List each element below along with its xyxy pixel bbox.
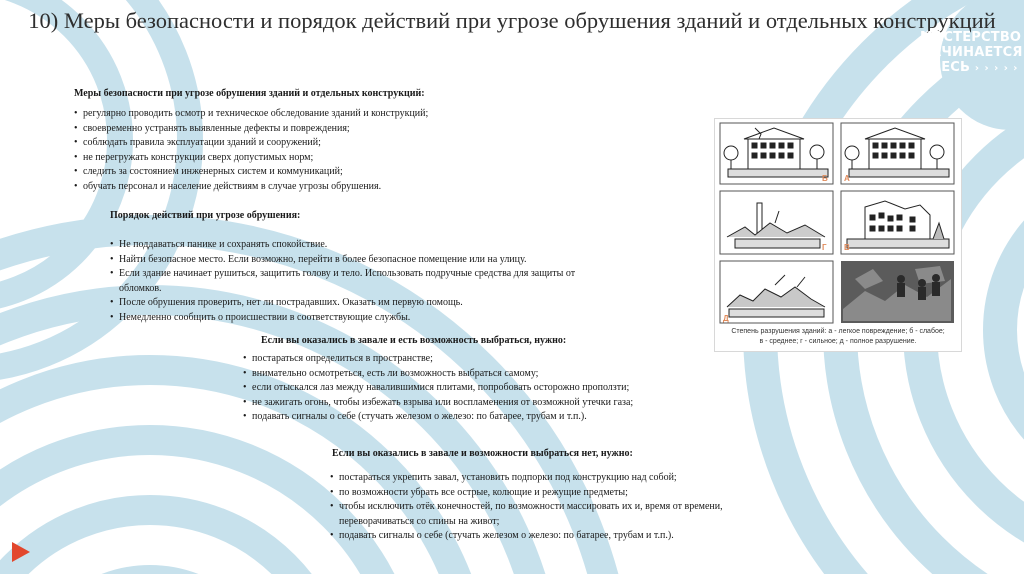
list-item: • следить за состоянием инженерных систем и коммуникаций; xyxy=(74,165,634,180)
list-item: • Найти безопасное место. Если возможно, перейти в более безопасное помещение или на улицу. xyxy=(110,253,630,268)
brand-arrows-icon: › › › › › xyxy=(974,63,1019,74)
list-item: • соблюдать правила эксплуатации зданий и сооружений; xyxy=(74,136,634,151)
cannot-escape-heading: Если вы оказались в завале и возможности выбраться нет, нужно: xyxy=(332,448,633,459)
list-item: • своевременно устранять выявленные дефекты и повреждения; xyxy=(74,122,634,137)
procedure-heading: Порядок действий при угрозе обрушения: xyxy=(110,210,301,221)
list-item: • Если здание начинает рушиться, защитить голову и тело. Использовать подручные средства для защиты от обломков. xyxy=(110,267,614,296)
brand-line-3 xyxy=(920,60,1024,76)
panel-label-a: А xyxy=(844,174,850,183)
list-item: • не перегружать конструкции сверх допустимых норм; xyxy=(74,151,634,166)
decorative-ring xyxy=(0,510,340,574)
brand-logo xyxy=(920,30,1024,76)
measures-section xyxy=(74,87,634,195)
cannot-escape-section xyxy=(330,447,810,544)
panel-label-d: Д xyxy=(723,314,729,323)
list-item: • Немедленно сообщить о происшествии в соответствующие службы. xyxy=(110,311,630,326)
procedure-list xyxy=(110,238,630,326)
panel-label-g: Г xyxy=(822,243,827,252)
building-damage-illustration xyxy=(715,119,961,325)
list-item: • постараться определиться в пространстве; xyxy=(243,352,713,367)
panel-label-v: В xyxy=(844,243,850,252)
destruction-degrees-figure xyxy=(714,118,962,352)
brand-line-1: МАСТЕРСТВО xyxy=(920,30,1022,45)
list-item: • внимательно осмотреться, есть ли возможность выбраться самому; xyxy=(243,367,713,382)
panel-label-b: Б xyxy=(822,174,828,183)
list-item: • не зажигать огонь, чтобы избежать взрыва или воспламенения от возможной утечки газа; xyxy=(243,396,713,411)
decorative-ring xyxy=(1000,180,1024,480)
list-item: • по возможности убрать все острые, колющие и режущие предметы; xyxy=(330,486,810,501)
figure-caption xyxy=(715,327,961,347)
can-escape-section xyxy=(243,334,713,425)
list-item: • Не поддаваться панике и сохранять спокойствие. xyxy=(110,238,630,253)
measures-list xyxy=(74,107,634,195)
list-item: • постараться укрепить завал, установить подпорки под конструкцию над собой; xyxy=(330,471,810,486)
page-title: 10) Меры безопасности и порядок действий при угрозе обрушения зданий и отдельных конструкций xyxy=(28,8,996,33)
measures-heading: Меры безопасности при угрозе обрушения зданий и отдельных конструкций: xyxy=(74,88,425,99)
list-item: • После обрушения проверить, нет ли пострадавших. Оказать им первую помощь. xyxy=(110,296,630,311)
brand-word-3: ЗДЕСЬ xyxy=(920,60,971,75)
can-escape-heading: Если вы оказались в завале и есть возможность выбраться, нужно: xyxy=(261,335,567,346)
can-escape-list xyxy=(243,352,713,425)
list-item: • если отыскался лаз между навалившимися плитами, попробовать осторожно проползти; xyxy=(243,381,713,396)
caption-line-2: в - среднее; г - сильное; д - полное разрушение. xyxy=(759,338,917,345)
procedure-section xyxy=(110,209,630,326)
list-item: • подавать сигналы о себе (стучать железом о железо: по батарее, трубам и т.п.). xyxy=(330,529,810,544)
list-item: • чтобы исключить отёк конечностей, по возможности массировать их и, время от времени, переворачиваться со спины на живот; xyxy=(330,500,799,529)
list-item: • обучать персонал и население действиям в случае угрозы обрушения. xyxy=(74,180,634,195)
list-item: • регулярно проводить осмотр и техническое обследование зданий и конструкций; xyxy=(74,107,634,122)
caption-line-1: Степень разрушения зданий: а - легкое повреждение; б - слабое; xyxy=(731,328,945,335)
red-arrow-icon xyxy=(10,540,32,564)
brand-line-2: НАЧИНАЕТСЯ xyxy=(920,45,1023,60)
cannot-escape-list xyxy=(330,471,810,544)
list-item: • подавать сигналы о себе (стучать железом о железо: по батарее, трубам и т.п.). xyxy=(243,410,713,425)
